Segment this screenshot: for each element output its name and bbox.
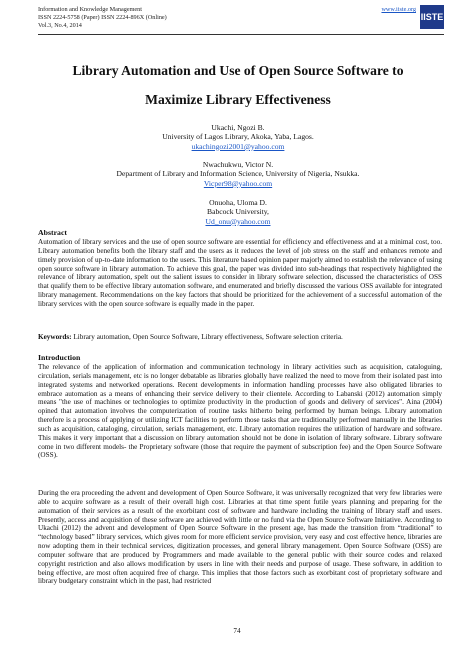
author-affiliation: Department of Library and Information Science, University of Nigeria, Nsukka. xyxy=(116,169,360,179)
author-email-link[interactable]: Vicper98@yahoo.com xyxy=(203,178,273,188)
introduction-heading: Introduction xyxy=(38,353,81,362)
author-email-link[interactable]: Ud_onu@yahoo.com xyxy=(205,216,271,226)
iiste-logo: IISTE xyxy=(420,5,444,29)
keywords-line xyxy=(38,333,442,342)
issn: ISSN 2224-5758 (Paper) ISSN 2224-896X (Online) xyxy=(38,14,167,22)
author-affiliation: University of Lagos Library, Akoka, Yaba, Lagos. xyxy=(162,132,314,142)
header-rule xyxy=(38,34,444,35)
author-block-3 xyxy=(38,198,438,226)
author-name: Nwachukwu, Victor N. xyxy=(202,160,274,169)
page-number: 74 xyxy=(233,627,241,635)
author-block-2 xyxy=(38,160,438,188)
author-block-1 xyxy=(38,123,438,151)
abstract-heading: Abstract xyxy=(38,228,68,237)
keywords-text: Library automation, Open Source Software, Library effectiveness, Software selection criteria. xyxy=(73,333,343,341)
journal-header xyxy=(38,6,167,31)
title-line-1: Library Automation and Use of Open Source Software to xyxy=(72,63,404,78)
introduction-paragraph-2: During the era proceeding the advent and development of Open Source Software, it was universally recognized that very few libraries were able to acquire software as a result of their overall high cost. Libraries at that time spent futile years planning and preparing for the automation of their services as a result of the exorbitant cost of software and hardware including the training of library staff and users. Presently, access and acquisition of these software are achieved with little or no fund via the Open Source Software Initiative. According to Ukachi (2012) the advent and development of Open Source Software in the present age, has made the transition from “traditional” to “technology based” library services, which gives room for more efficient service provision, very easy and cost effective hence, libraries are now adopting them in their technical services, digitization processes, and general library management. Open Source Software (OSS) are computer software that are produced by Programmers and made available to the general public with their source codes and relaxed copyright restriction and also allows modification by users in line with their needs and purpose of usage. These software, in addition to being effective, are most often acquired free of charge. This implies that those factors such as exorbitant cost of proprietary software and library budgetary constraint which in the past, had restricted xyxy=(38,489,442,586)
author-affiliation: Babcock University, xyxy=(207,207,269,217)
journal-url-link[interactable]: www.iiste.org xyxy=(381,6,416,13)
introduction-paragraph-1: The relevance of the application of information and communication technology in library activities such as acquisition, cataloguing, circulation, serials management, etc is no longer debatable as libraries globally have realized the need to move from their isolated past into integrated systems and networked operations. Recent developments in information handling processes have also obligated libraries to embrace automation as a means of enhancing their service delivery to their clientele. According to Labanski (2012) automation simply means "the use of machines or technologies to optimize productivity in the production of goods and delivery of services". Aina (2004) opined that automation involves the computerization of routine tasks hitherto being performed by human beings. Library automation therefore is a process of applying or utilizing ICT facilities to perform those tasks that are traditionally performed manually in the libraries such as acquisition, cataloging, circulation, serials management, etc. Library automation requires the utilization of hardware and software. This makes it very important that a discussion on library automation should not be done in isolation of library software. Library software come in two different models- the Proprietary software (those that require the payment of subscription fee) and the Open Source Software (OSS). xyxy=(38,363,442,460)
title-line-2: Maximize Library Effectiveness xyxy=(145,92,331,107)
author-email-link[interactable]: ukachingozi2001@yahoo.com xyxy=(191,141,285,151)
keywords-label: Keywords: xyxy=(38,333,72,341)
volume-info: Vol.3, No.4, 2014 xyxy=(38,22,82,30)
journal-name: Information and Knowledge Management xyxy=(38,6,142,13)
abstract-text: Automation of library services and the use of open source software are essential for efficiency and effectiveness and at a minimal cost, too. Library automation benefits both the library staff and the users as it reduces the level of job stress on the staff and enhances remote and timely provision of up-to-date information to the users. This literature based opinion paper majorly aimed to establish the relevance of using open source software in library automation. To achieve this goal, the paper was divided into sub-headings that respectively highlighted the relevance of library automation, spelt out the salient issues to consider in library software selection, discussed the characteristics of OSS that qualify them to be effective library automation software, and enumerated and briefly discussed the various OSS available for integrated library management. Recommendations on the key factors that should be prioritized for the achievement of a successful automation of the library services with the open source software is equally made in the paper. xyxy=(38,238,442,308)
author-name: Ukachi, Ngozi B. xyxy=(211,123,265,132)
author-name: Onuoha, Uloma D. xyxy=(209,198,267,207)
